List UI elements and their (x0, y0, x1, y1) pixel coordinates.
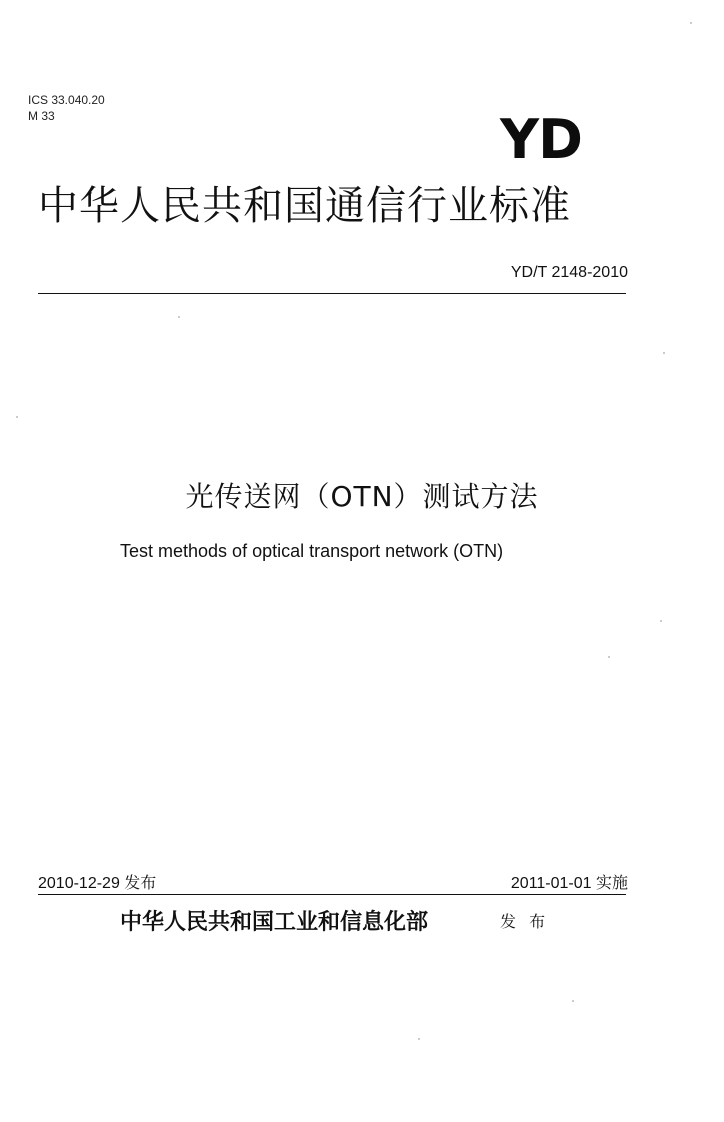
yd-logo: YD (500, 108, 582, 171)
scan-speck (660, 620, 662, 622)
scan-speck (178, 316, 180, 318)
scan-speck (16, 416, 18, 418)
document-title-en: Test methods of optical transport network (OTN) (120, 541, 504, 561)
standard-number: YD/T 2148-2010 (510, 264, 628, 281)
classification-codes (28, 92, 105, 124)
ics-code: ICS 33.040.20 (28, 93, 105, 107)
scan-speck (608, 656, 610, 658)
standard-category-title: 中华人民共和国通信行业标准 (38, 183, 571, 229)
implementation-date: 2011-01-01 实施 (510, 875, 628, 892)
bottom-divider (38, 894, 626, 895)
class-code: M 33 (28, 109, 55, 123)
scan-speck (663, 352, 665, 354)
scan-speck (572, 1000, 574, 1002)
document-title-cn: 光传送网（OTN）测试方法 (185, 480, 539, 513)
scan-speck (418, 1038, 420, 1040)
top-divider (38, 293, 626, 294)
issuing-authority: 中华人民共和国工业和信息化部 (120, 909, 429, 935)
scan-speck (690, 22, 692, 24)
issuing-authority-suffix: 发 布 (500, 912, 550, 931)
issue-date: 2010-12-29 发布 (38, 875, 157, 892)
